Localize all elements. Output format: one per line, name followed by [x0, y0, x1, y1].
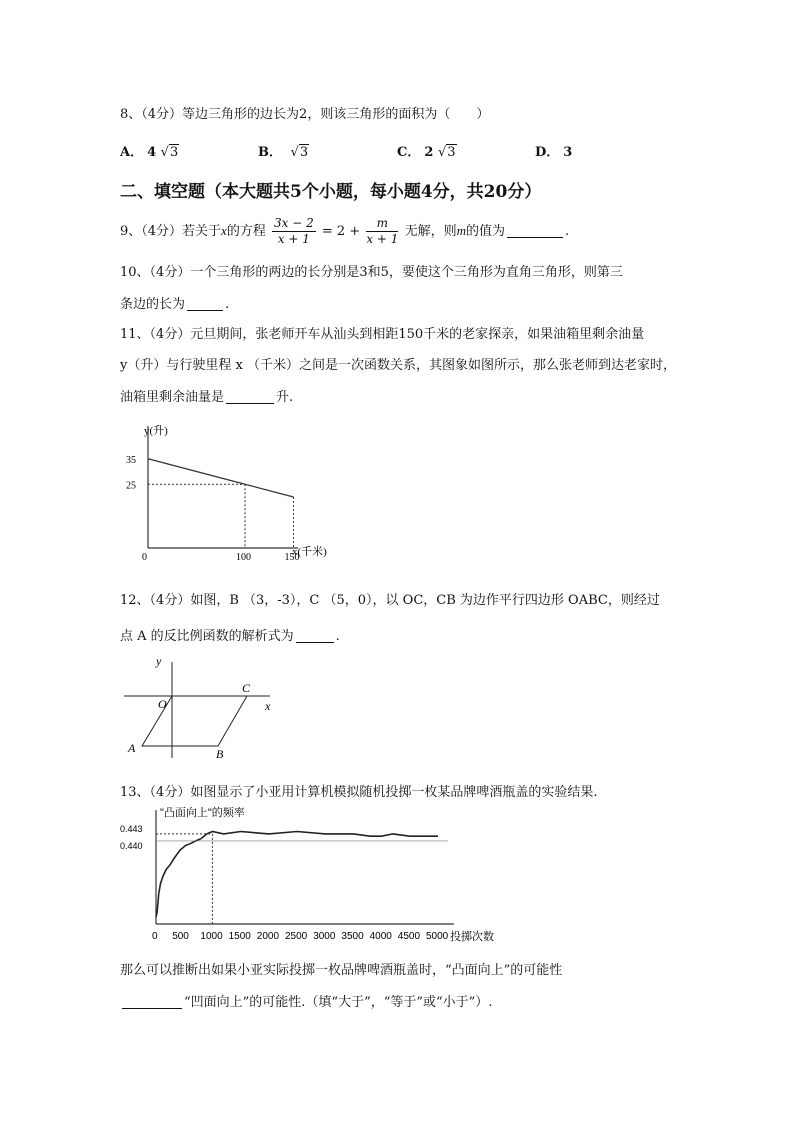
option-d: D． 3 [535, 145, 573, 160]
freq-x-tick: 4000 [369, 931, 392, 942]
freq-x-tick: 2500 [285, 931, 308, 942]
fuel-y-label: y(升) [144, 425, 168, 437]
label-a: A [128, 741, 136, 755]
freq-x-tick: 3500 [341, 931, 364, 942]
fuel-y-tick: 35 [126, 454, 136, 466]
freq-y-label: "凸面向上"的频率 [160, 807, 245, 819]
freq-x-tick: 4500 [397, 931, 421, 942]
question-13-line3: “凹面向上”的可能性.（填“大于”，“等于”或“小于”）. [120, 991, 492, 1010]
freq-y-tick: 0.440 [120, 840, 143, 851]
question-11-line1: 11、（4分）元旦期间，张老师开车从汕头到相距150千米的老家探亲，如果油箱里剩余油量 [120, 327, 645, 342]
freq-origin: 0 [152, 931, 158, 942]
answer-blank[interactable] [296, 629, 334, 643]
freq-x-tick: 2000 [256, 931, 280, 942]
question-12-line1: 12、（4分）如图，B （3，-3），C （5，0），以 OC，CB 为边作平行四边形 OABC，则经过 [120, 593, 660, 608]
freq-y-tick: 0.443 [120, 823, 143, 834]
parallelogram-figure [120, 650, 290, 765]
section-title: 二、填空题（本大题共5个小题，每小题4分，共20分） [120, 182, 542, 202]
fuel-x-label: x(千米) [292, 546, 327, 558]
answer-blank[interactable] [226, 390, 274, 404]
freq-x-tick: 5000 [426, 931, 449, 942]
freq-x-tick: 500 [172, 931, 189, 942]
question-13-line2: 那么可以推断出如果小亚实际投掷一枚品牌啤酒瓶盖时，“凸面向上”的可能性 [120, 963, 563, 978]
question-10-line2: 条边的长为 . [120, 297, 230, 312]
freq-x-tick: 3000 [313, 931, 336, 942]
fuel-x-tick: 150 [284, 552, 300, 563]
sqrt-symbol: √3 [160, 145, 179, 160]
fuel-line-segment [148, 459, 245, 485]
question-10-line1: 10、（4分）一个三角形的两边的长分别是3和5，要使这个三角形为直角三角形，则第三 [120, 265, 623, 280]
fuel-line-segment [245, 484, 294, 497]
question-11-line3: 油箱里剩余油量是 升. [120, 390, 294, 405]
freq-x-tick: 1000 [200, 931, 223, 942]
frequency-chart [118, 802, 518, 950]
answer-blank[interactable] [187, 297, 223, 311]
label-o: O [158, 697, 167, 711]
label-c: C [242, 681, 251, 695]
question-9: 9、（4分）若关于x的方程 $\frac{3x - 2}{x + 1}$ = 2 + $\frac{m}{x + 1}$ 无解，则m的值为 . [120, 216, 570, 246]
answer-blank[interactable] [122, 995, 182, 1009]
question-8 [120, 103, 489, 122]
fuel-y-tick: 25 [126, 480, 136, 492]
question-12-line2: 点 A 的反比例函数的解析式为 . [120, 629, 340, 644]
freq-x-label: 投掷次数 [450, 931, 494, 943]
option-c: C． 2 √3 [397, 145, 456, 160]
label-y: y [156, 654, 162, 668]
fuel-x-tick: 100 [236, 552, 251, 563]
question-8-text: 8、（4分）等边三角形的边长为2，则该三角形的面积为（ ） [120, 107, 490, 122]
fuel-origin: 0 [142, 552, 147, 563]
question-13-line1: 13、（4分）如图显示了小亚用计算机模拟随机投掷一枚某品牌啤酒瓶盖的实验结果. [120, 785, 598, 800]
label-b: B [216, 747, 224, 761]
sqrt-symbol: √3 [290, 145, 309, 160]
fuel-chart [120, 420, 360, 565]
answer-blank[interactable] [507, 224, 563, 238]
sqrt-symbol: √3 [437, 145, 456, 160]
question-11-line2: y（升）与行驶里程 x （千米）之间是一次函数关系，其图象如图所示，那么张老师到达老家时， [120, 358, 676, 373]
fraction-2: $\frac{m}{x + 1}$ [366, 216, 399, 246]
frequency-line [156, 832, 438, 917]
fraction-1: $\frac{3x - 2}{x + 1}$ [273, 216, 314, 246]
option-a: A． 4 √3 [120, 145, 179, 160]
freq-x-tick: 1500 [228, 931, 251, 942]
option-b: B． √3 [258, 145, 309, 160]
label-x: x [265, 699, 271, 713]
